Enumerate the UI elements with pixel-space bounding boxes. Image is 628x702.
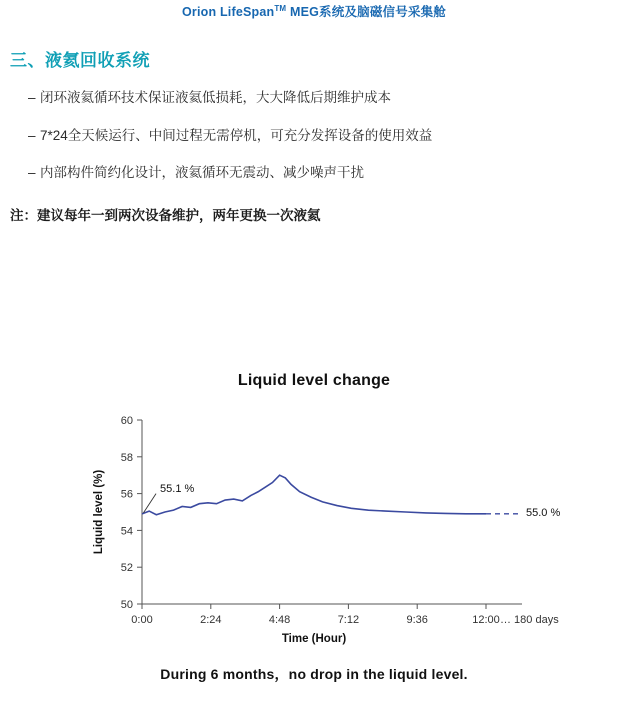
x-tick-label: 4:48 <box>268 614 291 626</box>
x-tick-label: 0:00 <box>131 614 153 626</box>
y-tick-label: 52 <box>120 562 133 575</box>
x-tick-label: 2:24 <box>200 614 222 626</box>
liquid-level-line-chart <box>34 408 594 648</box>
page-header <box>0 0 628 26</box>
data-series-line <box>142 475 486 515</box>
end-value-label: 55.0 % <box>526 507 561 519</box>
y-tick-label: 56 <box>120 488 133 501</box>
x-tick-label: 12:00 <box>472 614 500 626</box>
list-item-label: 内部构件简约化设计，液氦循环无震动、减少噪声干扰 <box>40 165 364 181</box>
document-title <box>182 5 446 19</box>
start-value-leader <box>143 494 156 513</box>
list-item-label: 7*24全天候运行、中间过程无需停机，可充分发挥设备的使用效益 <box>40 127 433 143</box>
trademark-symbol: TM <box>274 3 287 13</box>
y-tick-label: 60 <box>120 415 133 427</box>
x-axis-title: Time (Hour) <box>281 633 347 645</box>
chart-title: Liquid level change <box>237 372 391 389</box>
y-tick-label: 54 <box>120 525 133 538</box>
list-item <box>0 89 628 107</box>
feature-list <box>0 89 628 182</box>
start-value-label: 55.1 % <box>160 482 195 495</box>
x-tick-label: 9:36 <box>406 614 428 626</box>
list-item <box>0 164 628 182</box>
document-title-main: Orion LifeSpan <box>181 5 275 19</box>
maintenance-note: 注：建议每年一到两次设备维护，两年更换一次液氦 <box>10 207 321 223</box>
y-axis-title: Liquid level (%) <box>93 469 105 555</box>
y-tick-label: 58 <box>120 451 133 464</box>
chart-block <box>0 372 628 684</box>
document-title-suffix: MEG系统及脑磁信号采集舱 <box>286 5 447 19</box>
section-heading: 三、液氦回收系统 <box>10 51 150 70</box>
chart-canvas <box>34 408 594 648</box>
x-tick-label: 7:12 <box>337 614 360 626</box>
x-tick-label-extra: … 180 days <box>500 614 559 626</box>
list-item-label: 闭环液氦循环技术保证液氦低损耗，大大降低后期维护成本 <box>40 90 391 105</box>
bullet-dash-icon: – <box>28 165 36 181</box>
list-item <box>0 127 628 145</box>
y-tick-label: 50 <box>120 599 133 611</box>
bullet-dash-icon: – <box>28 90 36 105</box>
chart-caption: During 6 months，no drop in the liquid level. <box>160 666 468 682</box>
bullet-dash-icon: – <box>28 127 36 143</box>
